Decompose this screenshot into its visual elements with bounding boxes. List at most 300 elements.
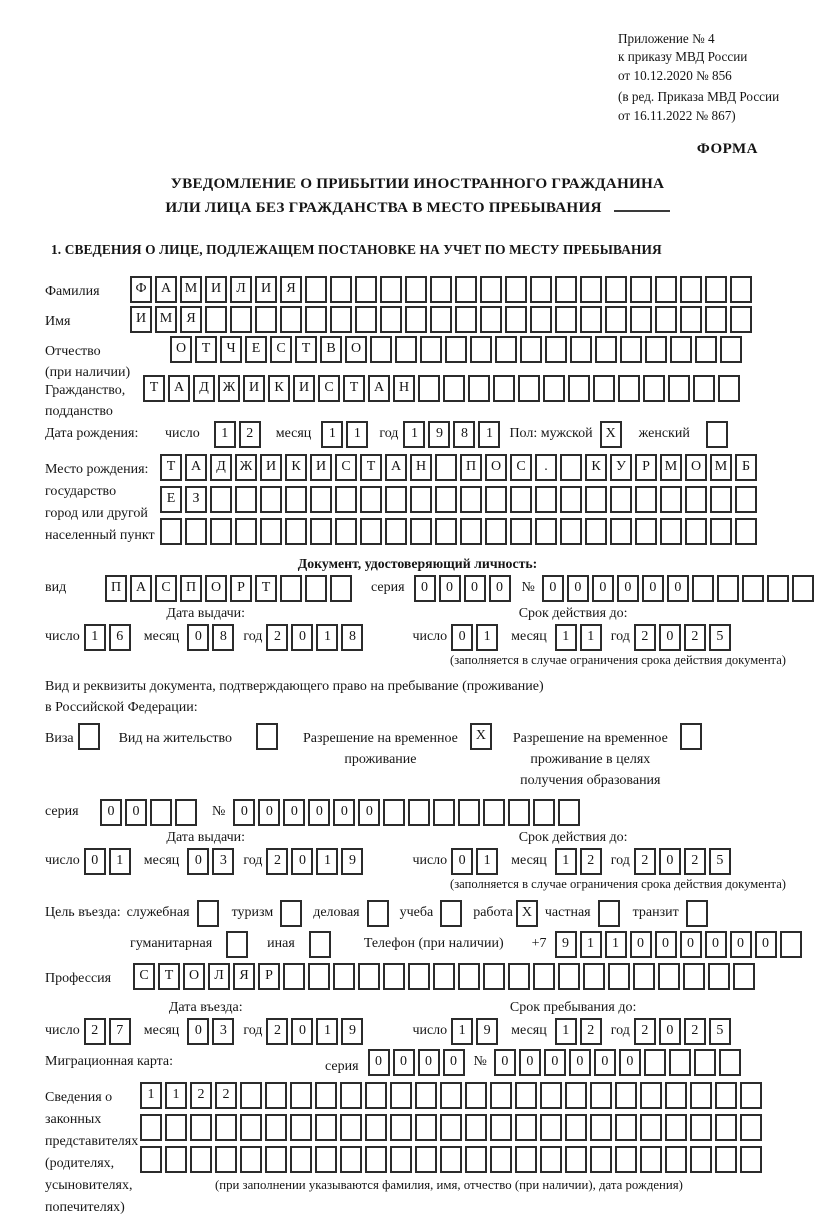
- char-box[interactable]: [315, 1146, 337, 1173]
- char-box[interactable]: [715, 1114, 737, 1141]
- char-box[interactable]: 0: [291, 1018, 313, 1045]
- char-box[interactable]: 0: [464, 575, 486, 602]
- char-box[interactable]: [315, 1114, 337, 1141]
- char-box[interactable]: 8: [453, 421, 475, 448]
- char-box[interactable]: [635, 518, 657, 545]
- char-box[interactable]: [633, 963, 655, 990]
- char-box[interactable]: 1: [84, 624, 106, 651]
- char-box[interactable]: [333, 963, 355, 990]
- char-box[interactable]: [590, 1114, 612, 1141]
- char-box[interactable]: И: [130, 306, 152, 333]
- char-box[interactable]: [458, 963, 480, 990]
- char-box[interactable]: А: [130, 575, 152, 602]
- char-box[interactable]: [715, 1082, 737, 1109]
- char-box[interactable]: [230, 306, 252, 333]
- char-box[interactable]: [360, 518, 382, 545]
- char-box[interactable]: [708, 963, 730, 990]
- char-box[interactable]: П: [460, 454, 482, 481]
- char-box[interactable]: Л: [230, 276, 252, 303]
- char-box[interactable]: [485, 486, 507, 513]
- char-box[interactable]: 2: [634, 848, 656, 875]
- char-box[interactable]: [670, 336, 692, 363]
- char-box[interactable]: [410, 518, 432, 545]
- char-box[interactable]: [595, 336, 617, 363]
- char-box[interactable]: 0: [439, 575, 461, 602]
- char-box[interactable]: 0: [667, 575, 689, 602]
- char-box[interactable]: [515, 1146, 537, 1173]
- char-box[interactable]: [390, 1082, 412, 1109]
- char-box[interactable]: 2: [684, 848, 706, 875]
- char-box[interactable]: [683, 963, 705, 990]
- char-box[interactable]: [690, 1114, 712, 1141]
- char-box[interactable]: [710, 518, 732, 545]
- char-box[interactable]: [408, 963, 430, 990]
- char-box[interactable]: Я: [180, 306, 202, 333]
- char-box[interactable]: 0: [705, 931, 727, 958]
- char-box[interactable]: [390, 1146, 412, 1173]
- char-box[interactable]: [308, 963, 330, 990]
- char-box[interactable]: [730, 306, 752, 333]
- char-box[interactable]: Я: [280, 276, 302, 303]
- char-box[interactable]: 2: [215, 1082, 237, 1109]
- char-box[interactable]: [533, 799, 555, 826]
- char-box[interactable]: [260, 518, 282, 545]
- char-box[interactable]: [315, 1082, 337, 1109]
- char-box[interactable]: Т: [360, 454, 382, 481]
- char-box[interactable]: [620, 336, 642, 363]
- char-box[interactable]: [705, 276, 727, 303]
- char-box[interactable]: 2: [684, 1018, 706, 1045]
- char-box[interactable]: [445, 336, 467, 363]
- char-box[interactable]: С: [335, 454, 357, 481]
- char-box[interactable]: [540, 1146, 562, 1173]
- char-box[interactable]: [580, 276, 602, 303]
- char-box[interactable]: [580, 306, 602, 333]
- char-box[interactable]: 0: [308, 799, 330, 826]
- checkbox-purpose-turizm[interactable]: [280, 900, 302, 927]
- char-box[interactable]: [365, 1082, 387, 1109]
- checkbox-purpose-chastnaya[interactable]: [598, 900, 620, 927]
- char-box[interactable]: Д: [210, 454, 232, 481]
- char-box[interactable]: [440, 1082, 462, 1109]
- char-box[interactable]: 0: [358, 799, 380, 826]
- char-box[interactable]: [140, 1146, 162, 1173]
- char-box[interactable]: О: [685, 454, 707, 481]
- char-box[interactable]: О: [170, 336, 192, 363]
- char-box[interactable]: [660, 486, 682, 513]
- char-box[interactable]: [395, 336, 417, 363]
- char-box[interactable]: 0: [659, 848, 681, 875]
- char-box[interactable]: 0: [542, 575, 564, 602]
- char-box[interactable]: [568, 375, 590, 402]
- char-box[interactable]: 0: [187, 1018, 209, 1045]
- char-box[interactable]: [260, 486, 282, 513]
- char-box[interactable]: О: [485, 454, 507, 481]
- char-box[interactable]: 0: [393, 1049, 415, 1076]
- char-box[interactable]: Р: [635, 454, 657, 481]
- char-box[interactable]: [285, 518, 307, 545]
- char-box[interactable]: С: [270, 336, 292, 363]
- char-box[interactable]: 0: [489, 575, 511, 602]
- char-box[interactable]: [355, 276, 377, 303]
- char-box[interactable]: Б: [735, 454, 757, 481]
- char-box[interactable]: [540, 1082, 562, 1109]
- char-box[interactable]: [285, 486, 307, 513]
- char-box[interactable]: [508, 799, 530, 826]
- char-box[interactable]: 1: [580, 931, 602, 958]
- char-box[interactable]: 0: [755, 931, 777, 958]
- char-box[interactable]: [235, 486, 257, 513]
- char-box[interactable]: [490, 1082, 512, 1109]
- char-box[interactable]: 0: [630, 931, 652, 958]
- char-box[interactable]: [665, 1082, 687, 1109]
- char-box[interactable]: 0: [291, 848, 313, 875]
- char-box[interactable]: 1: [214, 421, 236, 448]
- char-box[interactable]: [190, 1146, 212, 1173]
- char-box[interactable]: [480, 276, 502, 303]
- char-box[interactable]: 0: [443, 1049, 465, 1076]
- char-box[interactable]: 1: [316, 1018, 338, 1045]
- char-box[interactable]: [490, 1114, 512, 1141]
- char-box[interactable]: 2: [190, 1082, 212, 1109]
- char-box[interactable]: [265, 1082, 287, 1109]
- char-box[interactable]: [543, 375, 565, 402]
- char-box[interactable]: [433, 963, 455, 990]
- char-box[interactable]: [530, 306, 552, 333]
- char-box[interactable]: С: [318, 375, 340, 402]
- char-box[interactable]: [150, 799, 172, 826]
- checkbox-purpose-gumanitarnaya[interactable]: [226, 931, 248, 958]
- char-box[interactable]: [555, 306, 577, 333]
- char-box[interactable]: [585, 486, 607, 513]
- char-box[interactable]: [590, 1082, 612, 1109]
- char-box[interactable]: Ф: [130, 276, 152, 303]
- char-box[interactable]: [240, 1114, 262, 1141]
- char-box[interactable]: 1: [580, 624, 602, 651]
- char-box[interactable]: Е: [245, 336, 267, 363]
- char-box[interactable]: И: [255, 276, 277, 303]
- char-box[interactable]: [435, 454, 457, 481]
- char-box[interactable]: [640, 1146, 662, 1173]
- char-box[interactable]: [505, 276, 527, 303]
- char-box[interactable]: [655, 276, 677, 303]
- char-box[interactable]: 5: [709, 848, 731, 875]
- char-box[interactable]: 5: [709, 624, 731, 651]
- char-box[interactable]: А: [168, 375, 190, 402]
- char-box[interactable]: М: [710, 454, 732, 481]
- char-box[interactable]: [630, 276, 652, 303]
- char-box[interactable]: [520, 336, 542, 363]
- char-box[interactable]: 2: [239, 421, 261, 448]
- char-box[interactable]: 3: [212, 848, 234, 875]
- char-box[interactable]: [518, 375, 540, 402]
- checkbox-male[interactable]: X: [600, 421, 622, 448]
- char-box[interactable]: Н: [410, 454, 432, 481]
- char-box[interactable]: [265, 1146, 287, 1173]
- char-box[interactable]: [590, 1146, 612, 1173]
- char-box[interactable]: И: [205, 276, 227, 303]
- checkbox-temp-residence[interactable]: X: [470, 723, 492, 750]
- char-box[interactable]: С: [155, 575, 177, 602]
- checkbox-purpose-delovaya[interactable]: [367, 900, 389, 927]
- char-box[interactable]: [605, 306, 627, 333]
- char-box[interactable]: 2: [684, 624, 706, 651]
- char-box[interactable]: В: [320, 336, 342, 363]
- char-box[interactable]: 0: [494, 1049, 516, 1076]
- char-box[interactable]: 0: [258, 799, 280, 826]
- char-box[interactable]: У: [610, 454, 632, 481]
- char-box[interactable]: 9: [428, 421, 450, 448]
- char-box[interactable]: [465, 1146, 487, 1173]
- char-box[interactable]: [460, 518, 482, 545]
- char-box[interactable]: [615, 1082, 637, 1109]
- char-box[interactable]: [658, 963, 680, 990]
- char-box[interactable]: Т: [160, 454, 182, 481]
- char-box[interactable]: А: [368, 375, 390, 402]
- char-box[interactable]: [655, 306, 677, 333]
- char-box[interactable]: 0: [187, 624, 209, 651]
- char-box[interactable]: С: [133, 963, 155, 990]
- checkbox-purpose-tranzit[interactable]: [686, 900, 708, 927]
- char-box[interactable]: [430, 306, 452, 333]
- char-box[interactable]: [767, 575, 789, 602]
- char-box[interactable]: 0: [84, 848, 106, 875]
- char-box[interactable]: 1: [605, 931, 627, 958]
- char-box[interactable]: [717, 575, 739, 602]
- char-box[interactable]: 0: [418, 1049, 440, 1076]
- char-box[interactable]: 5: [709, 1018, 731, 1045]
- char-box[interactable]: Т: [158, 963, 180, 990]
- char-box[interactable]: [515, 1114, 537, 1141]
- char-box[interactable]: [583, 963, 605, 990]
- char-box[interactable]: [290, 1114, 312, 1141]
- char-box[interactable]: 2: [84, 1018, 106, 1045]
- char-box[interactable]: Д: [193, 375, 215, 402]
- char-box[interactable]: 0: [414, 575, 436, 602]
- char-box[interactable]: [480, 306, 502, 333]
- char-box[interactable]: [644, 1049, 666, 1076]
- char-box[interactable]: [405, 276, 427, 303]
- char-box[interactable]: [635, 486, 657, 513]
- char-box[interactable]: 1: [451, 1018, 473, 1045]
- char-box[interactable]: [255, 306, 277, 333]
- char-box[interactable]: [468, 375, 490, 402]
- char-box[interactable]: [415, 1082, 437, 1109]
- char-box[interactable]: Т: [343, 375, 365, 402]
- char-box[interactable]: 2: [266, 1018, 288, 1045]
- char-box[interactable]: [240, 1082, 262, 1109]
- char-box[interactable]: [718, 375, 740, 402]
- char-box[interactable]: [535, 518, 557, 545]
- char-box[interactable]: [383, 799, 405, 826]
- char-box[interactable]: [235, 518, 257, 545]
- char-box[interactable]: 2: [580, 848, 602, 875]
- char-box[interactable]: 0: [451, 848, 473, 875]
- char-box[interactable]: Я: [233, 963, 255, 990]
- char-box[interactable]: [740, 1114, 762, 1141]
- char-box[interactable]: Ж: [235, 454, 257, 481]
- char-box[interactable]: [390, 1114, 412, 1141]
- char-box[interactable]: [265, 1114, 287, 1141]
- char-box[interactable]: 2: [634, 1018, 656, 1045]
- char-box[interactable]: [685, 486, 707, 513]
- char-box[interactable]: [505, 306, 527, 333]
- char-box[interactable]: [530, 276, 552, 303]
- char-box[interactable]: [692, 575, 714, 602]
- char-box[interactable]: [283, 963, 305, 990]
- char-box[interactable]: [715, 1146, 737, 1173]
- char-box[interactable]: Ж: [218, 375, 240, 402]
- char-box[interactable]: [565, 1082, 587, 1109]
- char-box[interactable]: 2: [580, 1018, 602, 1045]
- char-box[interactable]: [510, 518, 532, 545]
- checkbox-purpose-sluzhebnaya[interactable]: [197, 900, 219, 927]
- char-box[interactable]: 0: [617, 575, 639, 602]
- char-box[interactable]: [695, 336, 717, 363]
- char-box[interactable]: Н: [393, 375, 415, 402]
- char-box[interactable]: [330, 306, 352, 333]
- checkbox-visa[interactable]: [78, 723, 100, 750]
- char-box[interactable]: 0: [100, 799, 122, 826]
- char-box[interactable]: [410, 486, 432, 513]
- char-box[interactable]: [515, 1082, 537, 1109]
- char-box[interactable]: [645, 336, 667, 363]
- char-box[interactable]: П: [105, 575, 127, 602]
- char-box[interactable]: [535, 486, 557, 513]
- char-box[interactable]: [508, 963, 530, 990]
- char-box[interactable]: [408, 799, 430, 826]
- char-box[interactable]: [618, 375, 640, 402]
- char-box[interactable]: [560, 454, 582, 481]
- char-box[interactable]: 1: [403, 421, 425, 448]
- char-box[interactable]: [305, 306, 327, 333]
- char-box[interactable]: О: [345, 336, 367, 363]
- char-box[interactable]: 1: [555, 848, 577, 875]
- char-box[interactable]: [610, 486, 632, 513]
- char-box[interactable]: 0: [659, 624, 681, 651]
- char-box[interactable]: [280, 306, 302, 333]
- checkbox-female[interactable]: [706, 421, 728, 448]
- char-box[interactable]: [565, 1114, 587, 1141]
- char-box[interactable]: [210, 486, 232, 513]
- char-box[interactable]: 1: [555, 1018, 577, 1045]
- char-box[interactable]: [470, 336, 492, 363]
- char-box[interactable]: 1: [165, 1082, 187, 1109]
- char-box[interactable]: [690, 1082, 712, 1109]
- char-box[interactable]: [643, 375, 665, 402]
- char-box[interactable]: Т: [255, 575, 277, 602]
- char-box[interactable]: 0: [283, 799, 305, 826]
- char-box[interactable]: 9: [341, 1018, 363, 1045]
- char-box[interactable]: [435, 518, 457, 545]
- char-box[interactable]: [495, 336, 517, 363]
- char-box[interactable]: Т: [143, 375, 165, 402]
- char-box[interactable]: [710, 486, 732, 513]
- char-box[interactable]: [165, 1146, 187, 1173]
- char-box[interactable]: М: [180, 276, 202, 303]
- char-box[interactable]: [310, 486, 332, 513]
- char-box[interactable]: [305, 276, 327, 303]
- char-box[interactable]: [433, 799, 455, 826]
- char-box[interactable]: [615, 1114, 637, 1141]
- char-box[interactable]: [330, 276, 352, 303]
- char-box[interactable]: [630, 306, 652, 333]
- char-box[interactable]: [415, 1146, 437, 1173]
- char-box[interactable]: 2: [266, 848, 288, 875]
- char-box[interactable]: [465, 1082, 487, 1109]
- char-box[interactable]: [365, 1146, 387, 1173]
- char-box[interactable]: А: [385, 454, 407, 481]
- char-box[interactable]: К: [585, 454, 607, 481]
- char-box[interactable]: [640, 1114, 662, 1141]
- char-box[interactable]: [680, 276, 702, 303]
- char-box[interactable]: И: [293, 375, 315, 402]
- char-box[interactable]: 1: [346, 421, 368, 448]
- char-box[interactable]: [215, 1146, 237, 1173]
- char-box[interactable]: [570, 336, 592, 363]
- char-box[interactable]: 8: [212, 624, 234, 651]
- char-box[interactable]: [305, 575, 327, 602]
- char-box[interactable]: [608, 963, 630, 990]
- char-box[interactable]: [565, 1146, 587, 1173]
- char-box[interactable]: [380, 306, 402, 333]
- char-box[interactable]: [165, 1114, 187, 1141]
- char-box[interactable]: [640, 1082, 662, 1109]
- char-box[interactable]: [733, 963, 755, 990]
- char-box[interactable]: [190, 1114, 212, 1141]
- char-box[interactable]: [605, 276, 627, 303]
- char-box[interactable]: [405, 306, 427, 333]
- char-box[interactable]: [355, 306, 377, 333]
- char-box[interactable]: 0: [642, 575, 664, 602]
- char-box[interactable]: [735, 518, 757, 545]
- char-box[interactable]: 0: [569, 1049, 591, 1076]
- char-box[interactable]: Ч: [220, 336, 242, 363]
- char-box[interactable]: [360, 486, 382, 513]
- char-box[interactable]: [340, 1082, 362, 1109]
- char-box[interactable]: [455, 276, 477, 303]
- char-box[interactable]: [740, 1146, 762, 1173]
- checkbox-temp-residence-education[interactable]: [680, 723, 702, 750]
- char-box[interactable]: 7: [109, 1018, 131, 1045]
- char-box[interactable]: 8: [341, 624, 363, 651]
- char-box[interactable]: [510, 486, 532, 513]
- char-box[interactable]: 0: [567, 575, 589, 602]
- char-box[interactable]: [460, 486, 482, 513]
- char-box[interactable]: [720, 336, 742, 363]
- char-box[interactable]: [694, 1049, 716, 1076]
- char-box[interactable]: 1: [109, 848, 131, 875]
- char-box[interactable]: [485, 518, 507, 545]
- char-box[interactable]: 6: [109, 624, 131, 651]
- char-box[interactable]: [668, 375, 690, 402]
- char-box[interactable]: [483, 963, 505, 990]
- char-box[interactable]: [792, 575, 814, 602]
- char-box[interactable]: [385, 518, 407, 545]
- char-box[interactable]: [730, 276, 752, 303]
- char-box[interactable]: [540, 1114, 562, 1141]
- checkbox-residence-permit[interactable]: [256, 723, 278, 750]
- char-box[interactable]: .: [535, 454, 557, 481]
- char-box[interactable]: 0: [594, 1049, 616, 1076]
- char-box[interactable]: 0: [291, 624, 313, 651]
- char-box[interactable]: 3: [212, 1018, 234, 1045]
- char-box[interactable]: О: [205, 575, 227, 602]
- char-box[interactable]: [335, 518, 357, 545]
- char-box[interactable]: А: [185, 454, 207, 481]
- char-box[interactable]: [665, 1146, 687, 1173]
- char-box[interactable]: [440, 1146, 462, 1173]
